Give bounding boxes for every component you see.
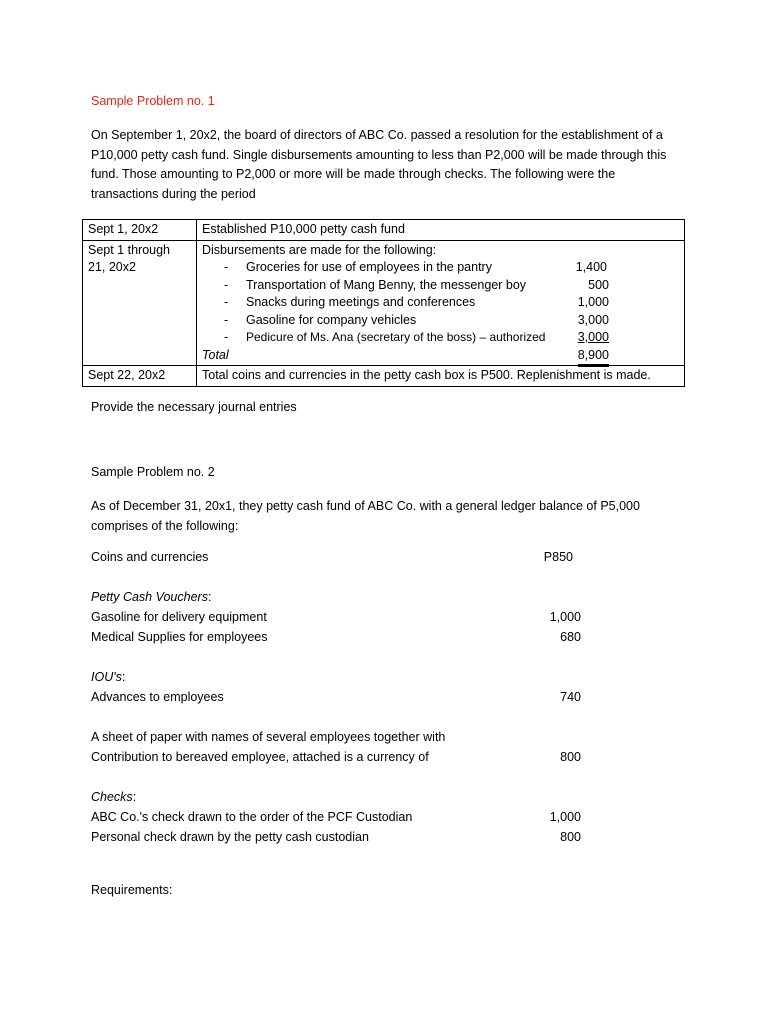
problem-1-instruction: Provide the necessary journal entries (91, 400, 297, 414)
item-amount: 500 (588, 277, 609, 292)
item-label: Transportation of Mang Benny, the messenger boy (246, 277, 527, 292)
paragraph-line: As of December 31, 20x1, they petty cash fund of ABC Co. with a general ledger balance of P5,000 (91, 499, 640, 513)
row-amount: 1,000 (549, 610, 581, 624)
item-amount: 3,000 (577, 312, 609, 327)
row-amount: 740 (560, 690, 581, 704)
coins-row (91, 550, 581, 568)
table-row (83, 366, 685, 387)
disbursement-item (202, 294, 679, 312)
total-amount: 8,900 (578, 347, 609, 368)
gasoline-row (91, 610, 581, 628)
description-cell (197, 240, 685, 366)
row-label: Coins and currencies (91, 550, 209, 564)
date-cell: Sept 22, 20x2 (83, 366, 197, 387)
heading-colon: : (207, 590, 212, 604)
row-label: ABC Co.'s check drawn to the order of the PCF Custodian (91, 810, 413, 824)
problem-2-paragraph (91, 497, 681, 536)
table-row (83, 240, 685, 366)
bullet-dash: - (224, 330, 229, 344)
transactions-table (82, 219, 685, 387)
row-amount: 800 (560, 830, 581, 844)
medical-row (91, 630, 581, 648)
heading-text: IOU's (91, 670, 122, 684)
problem-1-paragraph (91, 126, 681, 204)
item-label: Gasoline for company vehicles (246, 312, 417, 327)
abc-check-row (91, 810, 581, 828)
sheet-line-1: A sheet of paper with names of several employees together with (91, 730, 446, 744)
item-amount: 3,000 (577, 330, 609, 344)
disbursement-item (202, 277, 679, 295)
vouchers-heading (91, 590, 211, 604)
bullet-dash: - (224, 260, 229, 274)
row-amount: 1,000 (549, 810, 581, 824)
paragraph-line: transactions during the period (91, 186, 256, 201)
heading-text: Petty Cash Vouchers (91, 590, 208, 604)
heading-colon: : (132, 790, 137, 804)
heading-colon: : (121, 670, 126, 684)
paragraph-line: fund. Those amounting to P2,000 or more will be made through checks. The following were the (91, 167, 616, 181)
bullet-dash: - (224, 277, 229, 292)
row-amount: P850 (543, 550, 573, 564)
description-cell: Established P10,000 petty cash fund (197, 220, 685, 241)
contribution-row (91, 750, 581, 768)
date-line: 21, 20x2 (88, 260, 136, 274)
row-label: Personal check drawn by the petty cash custodian (91, 830, 369, 844)
advances-row (91, 690, 581, 708)
requirements-heading: Requirements: (91, 883, 173, 897)
ious-heading (91, 670, 125, 684)
disbursement-item (202, 312, 679, 330)
date-cell (83, 240, 197, 366)
disbursement-intro: Disbursements are made for the following: (202, 242, 437, 257)
bullet-dash: - (224, 312, 229, 327)
disbursement-item (202, 259, 679, 277)
personal-check-row (91, 830, 581, 848)
date-cell: Sept 1, 20x2 (83, 220, 197, 241)
bullet-dash: - (224, 295, 229, 309)
row-label: Advances to employees (91, 690, 224, 704)
heading-text: Checks (91, 790, 133, 804)
item-label: Pedicure of Ms. Ana (secretary of the boss) – authorized (246, 330, 546, 344)
item-amount: 1,000 (577, 295, 609, 309)
date-line: Sept 1 through (88, 242, 171, 257)
total-line (202, 347, 679, 365)
item-label: Groceries for use of employees in the pantry (246, 260, 492, 274)
table-row (83, 220, 685, 241)
disbursement-item (202, 329, 679, 347)
row-label: Contribution to bereaved employee, attached is a currency of (91, 750, 429, 764)
row-label: Gasoline for delivery equipment (91, 610, 267, 624)
checks-heading (91, 790, 136, 804)
paragraph-line: P10,000 petty cash fund. Single disbursements amounting to less than P2,000 will be made through this (91, 147, 667, 162)
row-label: Medical Supplies for employees (91, 630, 268, 644)
description-cell: Total coins and currencies in the petty cash box is P500. Replenishment is made. (197, 366, 685, 387)
row-amount: 800 (560, 750, 581, 764)
paragraph-line: comprises of the following: (91, 518, 239, 533)
total-label: Total (202, 347, 229, 362)
item-label: Snacks during meetings and conferences (246, 295, 476, 309)
paragraph-line: On September 1, 20x2, the board of directors of ABC Co. passed a resolution for the establishment of a (91, 128, 663, 142)
row-amount: 680 (560, 630, 581, 644)
item-amount: 1,400 (575, 260, 607, 274)
problem-1-title: Sample Problem no. 1 (91, 94, 215, 108)
problem-2-title: Sample Problem no. 2 (91, 465, 215, 479)
